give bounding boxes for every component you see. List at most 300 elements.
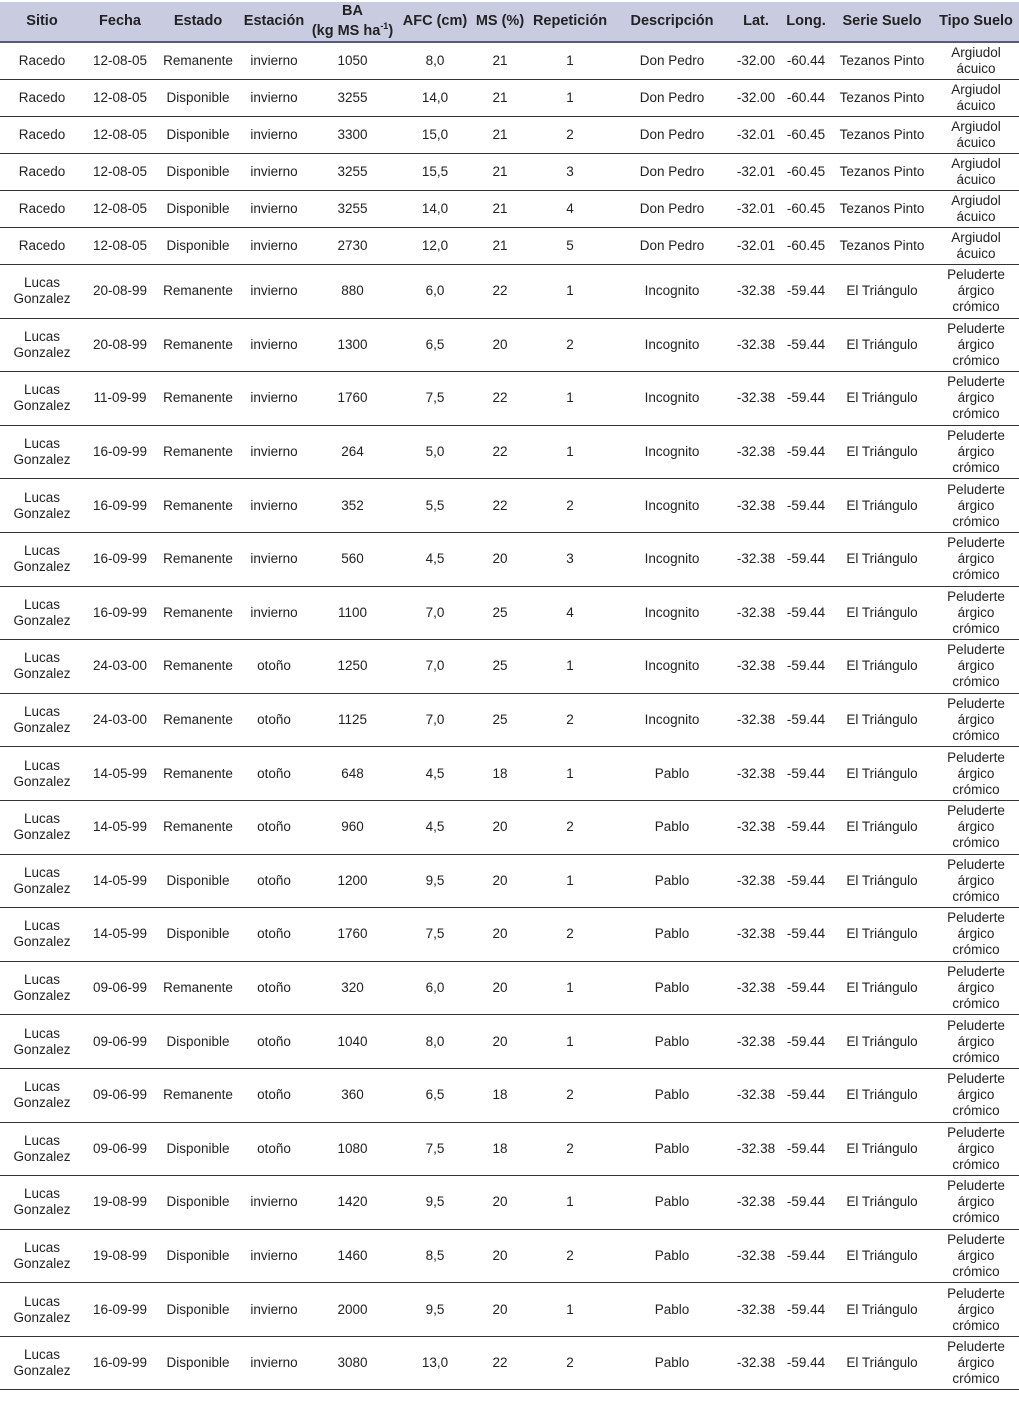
cell-estacion: otoño [240,1122,308,1176]
cell-repeticion: 2 [527,117,613,154]
cell-repeticion: 2 [527,1229,613,1283]
cell-ba: 1100 [308,586,397,640]
cell-tipo-suelo: Peluderte árgico crómico [933,1176,1019,1230]
table-row [0,265,1019,319]
cell-lat: -32.38 [731,908,781,962]
cell-lat: -32.38 [731,532,781,586]
cell-estado: Disponible [156,117,240,154]
cell-lat: -32.01 [731,117,781,154]
cell-descripcion: Incognito [613,479,731,533]
cell-sitio: Lucas Gonzalez [0,854,84,908]
cell-estacion: otoño [240,961,308,1015]
cell-ms: 21 [473,191,527,228]
cell-repeticion: 2 [527,908,613,962]
cell-long: -59.44 [781,1176,831,1230]
cell-tipo-suelo: Peluderte árgico crómico [933,908,1019,962]
cell-sitio: Lucas Gonzalez [0,1015,84,1069]
table-row [0,1015,1019,1069]
cell-tipo-suelo: Peluderte árgico crómico [933,1229,1019,1283]
table-header [0,2,1019,42]
cell-tipo-suelo: Peluderte árgico crómico [933,1068,1019,1122]
cell-sitio: Lucas Gonzalez [0,1336,84,1390]
cell-fecha: 11-09-99 [84,372,156,426]
cell-fecha: 12-08-05 [84,191,156,228]
cell-ms: 25 [473,586,527,640]
cell-serie-suelo: El Triángulo [831,640,933,694]
header-ba-sup: -1 [380,21,389,32]
header-estacion: Estación [240,2,308,42]
cell-estacion: invierno [240,479,308,533]
cell-sitio: Lucas Gonzalez [0,318,84,372]
cell-ms: 20 [473,908,527,962]
cell-serie-suelo: El Triángulo [831,1229,933,1283]
cell-fecha: 12-08-05 [84,80,156,117]
cell-estacion: invierno [240,117,308,154]
cell-lat: -32.38 [731,1176,781,1230]
cell-sitio: Lucas Gonzalez [0,425,84,479]
cell-estacion: invierno [240,1336,308,1390]
cell-afc: 8,0 [397,1015,473,1069]
cell-afc: 6,0 [397,265,473,319]
cell-serie-suelo: Tezanos Pinto [831,154,933,191]
cell-ba: 1125 [308,693,397,747]
header-descripcion: Descripción [613,2,731,42]
cell-estado: Disponible [156,908,240,962]
cell-repeticion: 4 [527,586,613,640]
cell-lat: -32.38 [731,1015,781,1069]
cell-ba: 1420 [308,1176,397,1230]
cell-long: -59.44 [781,265,831,319]
cell-estado: Disponible [156,228,240,265]
cell-afc: 7,0 [397,640,473,694]
cell-long: -59.44 [781,854,831,908]
cell-lat: -32.38 [731,318,781,372]
cell-ba: 3255 [308,154,397,191]
cell-long: -60.44 [781,42,831,80]
cell-ms: 22 [473,372,527,426]
cell-ba: 3300 [308,117,397,154]
cell-sitio: Lucas Gonzalez [0,372,84,426]
cell-estacion: otoño [240,747,308,801]
cell-ba: 1760 [308,908,397,962]
cell-long: -60.45 [781,117,831,154]
cell-fecha: 14-05-99 [84,747,156,801]
cell-serie-suelo: Tezanos Pinto [831,191,933,228]
cell-ba: 360 [308,1068,397,1122]
cell-sitio: Lucas Gonzalez [0,1068,84,1122]
cell-afc: 7,5 [397,1122,473,1176]
cell-tipo-suelo: Peluderte árgico crómico [933,854,1019,908]
cell-repeticion: 2 [527,479,613,533]
cell-lat: -32.01 [731,228,781,265]
cell-ms: 20 [473,1015,527,1069]
cell-descripcion: Incognito [613,425,731,479]
cell-afc: 8,5 [397,1229,473,1283]
cell-lat: -32.38 [731,1229,781,1283]
cell-sitio: Lucas Gonzalez [0,532,84,586]
cell-sitio: Racedo [0,80,84,117]
cell-lat: -32.38 [731,265,781,319]
cell-fecha: 09-06-99 [84,961,156,1015]
cell-fecha: 16-09-99 [84,425,156,479]
cell-repeticion: 1 [527,1015,613,1069]
cell-sitio: Racedo [0,228,84,265]
cell-lat: -32.01 [731,191,781,228]
cell-descripcion: Don Pedro [613,154,731,191]
cell-ms: 20 [473,800,527,854]
header-afc: AFC (cm) [397,2,473,42]
cell-afc: 7,5 [397,372,473,426]
cell-fecha: 12-08-05 [84,117,156,154]
cell-afc: 6,5 [397,1068,473,1122]
cell-lat: -32.00 [731,42,781,80]
cell-tipo-suelo: Peluderte árgico crómico [933,425,1019,479]
cell-long: -59.44 [781,479,831,533]
cell-sitio: Lucas Gonzalez [0,640,84,694]
cell-estado: Disponible [156,854,240,908]
header-ba-close: ) [388,22,394,39]
cell-estado: Remanente [156,800,240,854]
cell-ms: 20 [473,854,527,908]
cell-descripcion: Don Pedro [613,117,731,154]
cell-fecha: 16-09-99 [84,1336,156,1390]
table-row [0,1068,1019,1122]
header-ba-line1: BA [342,3,363,20]
cell-long: -59.44 [781,747,831,801]
cell-repeticion: 2 [527,1068,613,1122]
cell-fecha: 12-08-05 [84,228,156,265]
cell-repeticion: 1 [527,640,613,694]
cell-ms: 18 [473,747,527,801]
cell-long: -59.44 [781,318,831,372]
cell-serie-suelo: El Triángulo [831,1015,933,1069]
cell-long: -60.45 [781,154,831,191]
table-row [0,1229,1019,1283]
cell-afc: 6,5 [397,318,473,372]
table-row [0,80,1019,117]
cell-afc: 4,5 [397,532,473,586]
cell-afc: 8,0 [397,42,473,80]
cell-ms: 22 [473,265,527,319]
cell-repeticion: 1 [527,80,613,117]
cell-fecha: 20-08-99 [84,318,156,372]
cell-ms: 20 [473,1229,527,1283]
cell-fecha: 24-03-00 [84,693,156,747]
cell-estado: Remanente [156,265,240,319]
cell-sitio: Racedo [0,154,84,191]
cell-descripcion: Incognito [613,318,731,372]
cell-estado: Disponible [156,1122,240,1176]
cell-ms: 22 [473,425,527,479]
cell-estacion: invierno [240,372,308,426]
cell-descripcion: Incognito [613,586,731,640]
cell-afc: 5,0 [397,425,473,479]
cell-sitio: Lucas Gonzalez [0,747,84,801]
cell-estado: Disponible [156,154,240,191]
header-row [0,2,1019,42]
cell-ms: 25 [473,693,527,747]
table-row [0,117,1019,154]
cell-tipo-suelo: Peluderte árgico crómico [933,1283,1019,1337]
cell-sitio: Lucas Gonzalez [0,586,84,640]
cell-estacion: otoño [240,800,308,854]
table-row [0,42,1019,80]
cell-lat: -32.38 [731,854,781,908]
cell-serie-suelo: El Triángulo [831,1176,933,1230]
cell-estado: Remanente [156,586,240,640]
cell-sitio: Lucas Gonzalez [0,479,84,533]
cell-estado: Remanente [156,747,240,801]
cell-serie-suelo: El Triángulo [831,693,933,747]
cell-ba: 880 [308,265,397,319]
cell-sitio: Lucas Gonzalez [0,908,84,962]
cell-tipo-suelo: Argiudol ácuico [933,191,1019,228]
cell-descripcion: Don Pedro [613,42,731,80]
cell-afc: 7,5 [397,908,473,962]
cell-ba: 1460 [308,1229,397,1283]
cell-lat: -32.38 [731,586,781,640]
cell-descripcion: Pablo [613,1336,731,1390]
cell-estacion: invierno [240,42,308,80]
cell-sitio: Lucas Gonzalez [0,961,84,1015]
cell-estado: Remanente [156,532,240,586]
cell-descripcion: Pablo [613,800,731,854]
cell-ms: 21 [473,117,527,154]
cell-fecha: 16-09-99 [84,586,156,640]
cell-long: -59.44 [781,372,831,426]
cell-serie-suelo: El Triángulo [831,532,933,586]
cell-ms: 22 [473,1336,527,1390]
cell-serie-suelo: El Triángulo [831,1122,933,1176]
cell-estacion: invierno [240,191,308,228]
header-sitio: Sitio [0,2,84,42]
cell-tipo-suelo: Peluderte árgico crómico [933,640,1019,694]
cell-ba: 2000 [308,1283,397,1337]
cell-estado: Disponible [156,1283,240,1337]
cell-tipo-suelo: Peluderte árgico crómico [933,961,1019,1015]
cell-estacion: invierno [240,532,308,586]
cell-serie-suelo: El Triángulo [831,1283,933,1337]
cell-ba: 2730 [308,228,397,265]
cell-estado: Disponible [156,1229,240,1283]
cell-lat: -32.00 [731,80,781,117]
cell-serie-suelo: El Triángulo [831,1068,933,1122]
cell-afc: 7,0 [397,693,473,747]
cell-afc: 14,0 [397,80,473,117]
cell-repeticion: 4 [527,191,613,228]
cell-ms: 21 [473,80,527,117]
cell-descripcion: Incognito [613,265,731,319]
cell-repeticion: 1 [527,1283,613,1337]
cell-long: -59.44 [781,1015,831,1069]
cell-ms: 21 [473,154,527,191]
cell-estado: Disponible [156,1015,240,1069]
cell-estacion: invierno [240,318,308,372]
cell-ms: 18 [473,1122,527,1176]
cell-descripcion: Incognito [613,640,731,694]
cell-tipo-suelo: Argiudol ácuico [933,80,1019,117]
cell-sitio: Lucas Gonzalez [0,265,84,319]
cell-serie-suelo: El Triángulo [831,800,933,854]
cell-fecha: 16-09-99 [84,532,156,586]
header-lat: Lat. [731,2,781,42]
cell-lat: -32.38 [731,961,781,1015]
cell-estado: Disponible [156,1176,240,1230]
cell-tipo-suelo: Argiudol ácuico [933,117,1019,154]
cell-tipo-suelo: Argiudol ácuico [933,154,1019,191]
cell-estado: Remanente [156,693,240,747]
cell-estado: Remanente [156,640,240,694]
cell-fecha: 14-05-99 [84,908,156,962]
cell-fecha: 14-05-99 [84,854,156,908]
cell-tipo-suelo: Peluderte árgico crómico [933,479,1019,533]
cell-estado: Remanente [156,318,240,372]
cell-long: -59.44 [781,586,831,640]
cell-ba: 1300 [308,318,397,372]
cell-estacion: invierno [240,1176,308,1230]
cell-descripcion: Don Pedro [613,191,731,228]
cell-fecha: 19-08-99 [84,1229,156,1283]
cell-serie-suelo: Tezanos Pinto [831,80,933,117]
cell-tipo-suelo: Peluderte árgico crómico [933,372,1019,426]
cell-estado: Remanente [156,425,240,479]
cell-estado: Remanente [156,372,240,426]
table-row [0,586,1019,640]
data-table [0,2,1019,1390]
table-row [0,425,1019,479]
cell-estacion: invierno [240,425,308,479]
cell-ba: 320 [308,961,397,1015]
cell-repeticion: 2 [527,318,613,372]
table-row [0,1176,1019,1230]
cell-ba: 960 [308,800,397,854]
cell-lat: -32.38 [731,425,781,479]
cell-lat: -32.38 [731,1336,781,1390]
cell-sitio: Racedo [0,42,84,80]
cell-descripcion: Pablo [613,908,731,962]
cell-repeticion: 1 [527,961,613,1015]
cell-long: -59.44 [781,1068,831,1122]
header-fecha: Fecha [84,2,156,42]
cell-descripcion: Pablo [613,1283,731,1337]
cell-repeticion: 1 [527,747,613,801]
cell-tipo-suelo: Peluderte árgico crómico [933,265,1019,319]
cell-serie-suelo: Tezanos Pinto [831,228,933,265]
header-serie-suelo: Serie Suelo [831,2,933,42]
cell-repeticion: 1 [527,372,613,426]
header-repeticion: Repetición [527,2,613,42]
table-row [0,693,1019,747]
cell-afc: 12,0 [397,228,473,265]
cell-estado: Remanente [156,1068,240,1122]
cell-ms: 22 [473,479,527,533]
header-long: Long. [781,2,831,42]
cell-tipo-suelo: Peluderte árgico crómico [933,1336,1019,1390]
cell-ba: 1250 [308,640,397,694]
cell-ba: 3080 [308,1336,397,1390]
cell-afc: 9,5 [397,1176,473,1230]
cell-tipo-suelo: Peluderte árgico crómico [933,1122,1019,1176]
cell-sitio: Racedo [0,191,84,228]
cell-fecha: 19-08-99 [84,1176,156,1230]
cell-estacion: invierno [240,80,308,117]
cell-lat: -32.38 [731,1068,781,1122]
cell-descripcion: Pablo [613,961,731,1015]
table-row [0,479,1019,533]
cell-repeticion: 1 [527,854,613,908]
cell-afc: 7,0 [397,586,473,640]
cell-lat: -32.38 [731,1283,781,1337]
cell-ms: 25 [473,640,527,694]
cell-serie-suelo: El Triángulo [831,425,933,479]
cell-lat: -32.38 [731,747,781,801]
table-body [0,42,1019,1390]
cell-afc: 4,5 [397,747,473,801]
table-row [0,372,1019,426]
cell-descripcion: Don Pedro [613,80,731,117]
cell-estado: Disponible [156,1336,240,1390]
cell-ms: 21 [473,42,527,80]
cell-repeticion: 1 [527,265,613,319]
cell-ba: 648 [308,747,397,801]
cell-repeticion: 5 [527,228,613,265]
cell-tipo-suelo: Peluderte árgico crómico [933,747,1019,801]
cell-estado: Disponible [156,80,240,117]
cell-ba: 3255 [308,191,397,228]
cell-descripcion: Pablo [613,747,731,801]
cell-long: -59.44 [781,800,831,854]
cell-estacion: invierno [240,228,308,265]
cell-estacion: invierno [240,154,308,191]
cell-ba: 1760 [308,372,397,426]
cell-tipo-suelo: Peluderte árgico crómico [933,586,1019,640]
table-row [0,191,1019,228]
cell-sitio: Lucas Gonzalez [0,1283,84,1337]
header-ba [308,2,397,42]
cell-afc: 14,0 [397,191,473,228]
table-row [0,1336,1019,1390]
cell-repeticion: 2 [527,1336,613,1390]
cell-ba: 1200 [308,854,397,908]
cell-serie-suelo: El Triángulo [831,747,933,801]
cell-repeticion: 3 [527,532,613,586]
cell-afc: 6,0 [397,961,473,1015]
table-row [0,318,1019,372]
cell-long: -60.45 [781,228,831,265]
cell-ba: 3255 [308,80,397,117]
cell-fecha: 16-09-99 [84,479,156,533]
cell-serie-suelo: El Triángulo [831,1336,933,1390]
cell-tipo-suelo: Argiudol ácuico [933,42,1019,80]
cell-sitio: Racedo [0,117,84,154]
cell-afc: 15,5 [397,154,473,191]
cell-sitio: Lucas Gonzalez [0,1229,84,1283]
cell-estacion: invierno [240,1229,308,1283]
cell-sitio: Lucas Gonzalez [0,1122,84,1176]
cell-serie-suelo: Tezanos Pinto [831,117,933,154]
cell-ms: 20 [473,532,527,586]
cell-tipo-suelo: Peluderte árgico crómico [933,1015,1019,1069]
cell-descripcion: Pablo [613,1229,731,1283]
cell-estacion: otoño [240,908,308,962]
cell-serie-suelo: Tezanos Pinto [831,42,933,80]
cell-fecha: 12-08-05 [84,42,156,80]
cell-estacion: invierno [240,265,308,319]
cell-sitio: Lucas Gonzalez [0,693,84,747]
header-estado: Estado [156,2,240,42]
cell-estado: Remanente [156,479,240,533]
table-row [0,532,1019,586]
